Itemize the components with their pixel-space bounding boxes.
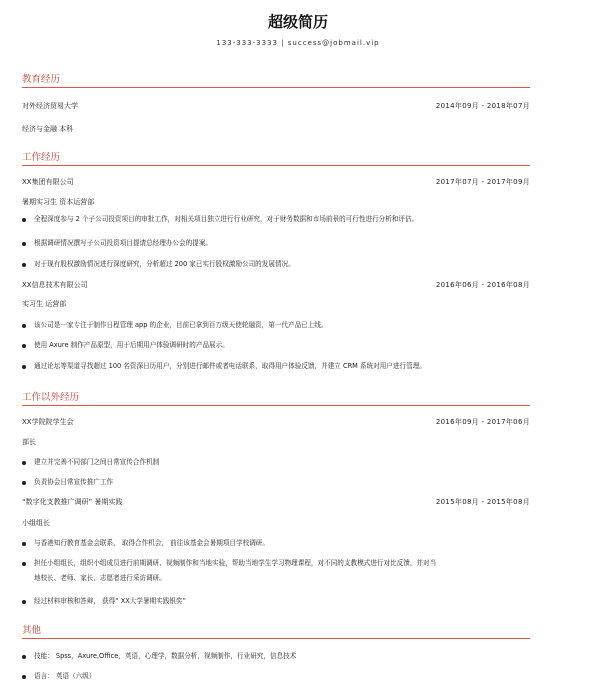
education-row	[22, 101, 530, 113]
company-name: XX集团有限公司	[22, 178, 74, 186]
bullet-icon	[22, 242, 26, 246]
organization-name: “数字化支教推广调研” 暑期实践	[22, 498, 123, 506]
section-title-education: 教育经历	[22, 74, 61, 85]
bullet-icon	[22, 675, 26, 679]
job-row	[22, 177, 530, 189]
bullet-icon	[22, 542, 26, 546]
list-item: 经过材料审核和答辩， 获得“ XX大学暑期实践银奖”	[22, 596, 534, 608]
job-role: 暑期实习生 资本运营部	[22, 198, 95, 206]
section-title-extra: 工作以外经历	[22, 392, 80, 403]
resume-title: 超级简历	[267, 13, 328, 31]
list-item: 建立并完善不同部门之间日常宣传合作机制	[22, 457, 534, 469]
bullet-icon	[22, 600, 26, 604]
list-item-continuation: 地校长、老师、家长、志愿者进行采访调研。	[34, 574, 166, 582]
list-item: 使用 Axure 制作产品原型，用于后期用户体验调研时的产品展示。	[22, 340, 534, 352]
section-divider	[22, 638, 530, 639]
bullet-icon	[22, 218, 26, 222]
list-item: 与香港知行教育基金会联系， 取得合作机会， 前往该基金会暑期项目学校调研。	[22, 538, 534, 550]
bullet-icon	[22, 461, 26, 465]
list-item: 对于现有股权激励情况进行深度研究，分析超过 200 家已实行股权激励公司的发展情况。	[22, 259, 534, 271]
activity-role: 部长	[22, 438, 36, 446]
education-dates: 2014年09月 - 2018年07月	[435, 102, 530, 110]
bullet-icon	[22, 481, 26, 485]
bullet-icon	[22, 344, 26, 348]
list-item: 担任小组组长，组织小组成员进行前期调研、视频制作和当地实验，帮助当地学生学习物理课程，对不同的支教模式进行对比反馈，并对当	[22, 558, 534, 570]
section-title-other: 其他	[22, 625, 42, 636]
activity-row	[22, 417, 530, 429]
list-item: 通过论坛等渠道寻找超过 100 名资深日历用户，分别进行邮件或者电话联系，取得用户体验反馈，并建立 CRM 系统对用户进行管理。	[22, 361, 534, 373]
job-dates: 2017年07月 - 2017年09月	[435, 178, 530, 186]
list-item: 负责协会日常宣传推广工作	[22, 477, 534, 489]
bullet-icon	[22, 365, 26, 369]
activity-dates: 2015年08月 - 2015年08月	[435, 498, 530, 506]
list-item: 语言： 英语（六级）	[22, 671, 534, 683]
section-title-work: 工作经历	[22, 152, 61, 163]
section-divider	[22, 405, 530, 406]
activity-row	[22, 497, 530, 509]
list-item: 根据调研情况撰写子公司投资项目提请总经理办公会的提案。	[22, 238, 534, 250]
job-row	[22, 280, 530, 292]
section-divider	[22, 87, 530, 88]
list-item: 该公司是一家专注于制作日程管理 app 的企业，目前已拿到百万级天使轮融资，第一代产品已上线。	[22, 320, 534, 332]
activity-role: 小组组长	[22, 519, 50, 527]
job-dates: 2016年06月 - 2016年08月	[435, 281, 530, 289]
list-item: 全程深度参与 2 个子公司投资项目的审批工作，对相关项目独立进行行业研究，对于财务数据和市场前景的可行性进行分析和评估。	[22, 214, 534, 226]
company-name: XX信息技术有限公司	[22, 281, 88, 289]
education-major: 经济与金融 本科	[22, 125, 74, 133]
activity-dates: 2016年09月 - 2017年06月	[435, 418, 530, 426]
school-name: 对外经济贸易大学	[22, 102, 78, 110]
list-item: 技能： Spss，Axure,Office，英语，心理学，数据分析，视频制作，行业研究，信息技术	[22, 651, 534, 663]
bullet-icon	[22, 263, 26, 267]
bullet-icon	[22, 324, 26, 328]
job-role: 实习生 运营部	[22, 300, 67, 308]
contact-info: 133-333-3333 | success@jobmail.vip	[216, 39, 380, 47]
section-divider	[22, 165, 530, 166]
bullet-icon	[22, 562, 26, 566]
bullet-icon	[22, 655, 26, 659]
organization-name: XX学院院学生会	[22, 418, 74, 426]
